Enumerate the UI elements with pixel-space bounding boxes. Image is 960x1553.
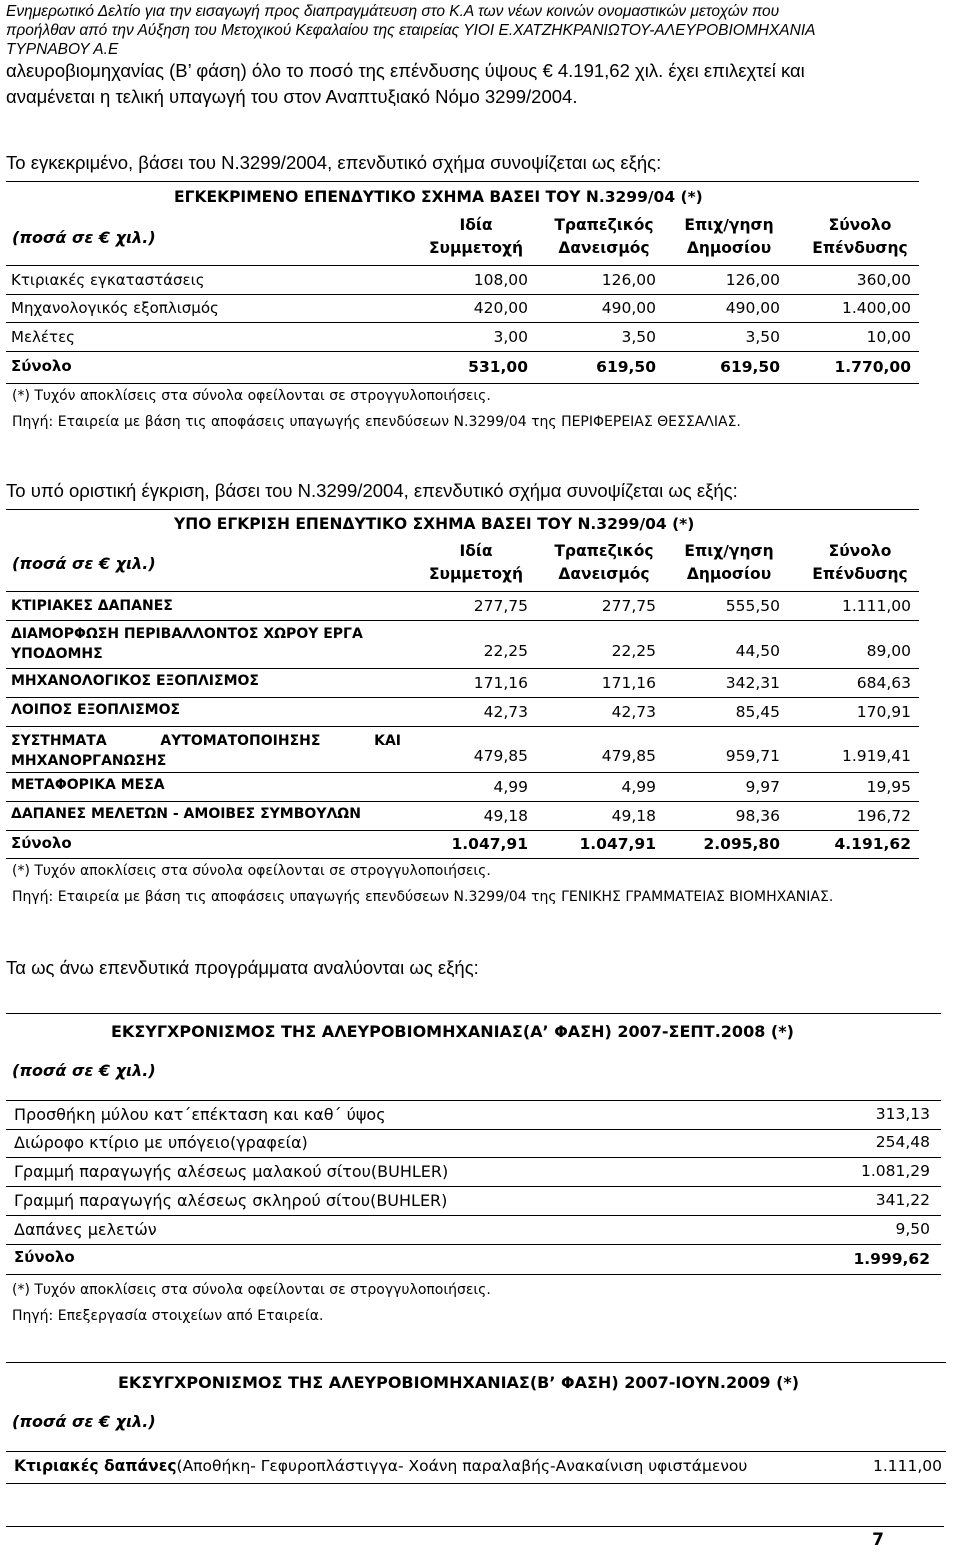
table-row: Γραμμή παραγωγής αλέσεως σκληρού σίτου(BUHLER) 341,22 xyxy=(6,1187,941,1216)
unit-label: (ποσά σε € χιλ.) xyxy=(12,1061,156,1080)
table-total-row: Σύνολο 1.047,91 1.047,91 2.095,80 4.191,62 xyxy=(11,834,911,853)
table-title: ΕΚΣΥΓΧΡΟΝΙΣΜΟΣ ΤΗΣ ΑΛΕΥΡΟΒΙΟΜΗΧΑΝΙΑΣ(Β’ ΦΑΣΗ) 2007-ΙΟΥΝ.2009 (*) xyxy=(118,1373,800,1392)
table-row: Δαπάνες μελετών 9,50 xyxy=(6,1216,941,1245)
header-line-3: ΤΥΡΝΑΒΟΥ Α.Ε xyxy=(6,41,119,58)
phase-b-table xyxy=(6,1362,946,1484)
table-row: Μελέτες 3,00 3,50 3,50 10,00 xyxy=(6,323,919,352)
col-header-grant: Επιχ/γηση Δημοσίου xyxy=(684,216,774,257)
table-row: Κτιριακές δαπάνες(Αποθήκη- Γεφυροπλάστιγγα- Χοάνη παραλαβής-Ανακαίνιση υφιστάμενου 1.111,00 xyxy=(6,1451,946,1482)
intro-line-1: αλευροβιομηχανίας (Β’ φάση) όλο το ποσό της επένδυσης ύψους € 4.191,62 χιλ. έχει επιλεχτεί και xyxy=(6,60,805,81)
table2-note: (*) Τυχόν αποκλίσεις στα σύνολα οφείλονται σε στρογγυλοποιήσεις. xyxy=(12,863,491,879)
table-row: ΔΙΑΜΟΡΦΩΣΗ ΠΕΡΙΒΑΛΛΟΝΤΟΣ ΧΩΡΟΥ ΕΡΓΑ ΥΠΟΔΟΜΗΣ 22,25 22,25 44,50 89,00 xyxy=(6,620,919,669)
table3-source: Πηγή: Επεξεργασία στοιχείων από Εταιρεία. xyxy=(12,1308,324,1324)
table1-source: Πηγή: Εταιρεία με βάση τις αποφάσεις υπαγωγής επενδύσεων Ν.3299/04 της ΠΕΡΙΦΕΡΕΙΑΣ ΘΕΣΣΑΛΙΑΣ. xyxy=(12,414,741,430)
pending-scheme-table xyxy=(6,509,919,859)
table-total-row: Σύνολο 531,00 619,50 619,50 1.770,00 xyxy=(11,357,911,376)
table-row: ΣΥΣΤΗΜΑΤΑ ΑΥΤΟΜΑΤΟΠΟΙΗΣΗΣ ΚΑΙ ΜΗΧΑΝΟΡΓΑΝΩΣΗΣ 479,85 479,85 959,71 1.919,41 xyxy=(6,727,919,773)
unit-label: (ποσά σε € χιλ.) xyxy=(12,554,156,573)
table-row: ΚΤΙΡΙΑΚΕΣ ΔΑΠΑΝΕΣ 277,75 277,75 555,50 1.111,00 xyxy=(6,591,919,621)
intro-paragraph xyxy=(6,58,946,110)
approved-scheme-table xyxy=(6,181,919,384)
col-header-bank: Τραπεζικός Δανεισμός xyxy=(554,216,654,257)
col-header-total: Σύνολο Επένδυσης xyxy=(812,542,908,583)
table-row: Διώροφο κτίριο με υπόγειο(γραφεία) 254,48 xyxy=(6,1129,941,1158)
table-title: ΥΠΟ ΕΓΚΡΙΣΗ ΕΠΕΝΔΥΤΙΚΟ ΣΧΗΜΑ ΒΑΣΕΙ ΤΟΥ Ν.3299/04 (*) xyxy=(174,515,695,533)
pending-intro: Το υπό οριστική έγκριση, βάσει του Ν.3299/2004, επενδυτικό σχήμα συνοψίζεται ως εξής: xyxy=(6,480,738,501)
table-row: Μηχανολογικός εξοπλισμός 420,00 490,00 490,00 1.400,00 xyxy=(6,294,919,323)
row-label-rest: (Αποθήκη- Γεφυροπλάστιγγα- Χοάνη παραλαβής-Ανακαίνιση υφιστάμενου xyxy=(176,1457,748,1475)
table3-note: (*) Τυχόν αποκλίσεις στα σύνολα οφείλονται σε στρογγυλοποιήσεις. xyxy=(12,1282,491,1298)
col-header-own: Ιδία Συμμετοχή xyxy=(428,216,524,257)
table-row: Κτιριακές εγκαταστάσεις 108,00 126,00 126,00 360,00 xyxy=(6,265,919,295)
table1-note: (*) Τυχόν αποκλίσεις στα σύνολα οφείλονται σε στρογγυλοποιήσεις. xyxy=(12,388,491,404)
table-total-row: Σύνολο 1.999,62 xyxy=(14,1248,930,1268)
table-row: Γραμμή παραγωγής αλέσεως μαλακού σίτου(BUHLER) 1.081,29 xyxy=(6,1158,941,1187)
col-header-bank: Τραπεζικός Δανεισμός xyxy=(554,542,654,583)
col-header-grant: Επιχ/γηση Δημοσίου xyxy=(684,542,774,583)
intro-line-2: αναμένεται η τελική υπαγωγή του στον Αναπτυξιακό Νόμο 3299/2004. xyxy=(6,86,578,107)
row-label-bold: Κτιριακές δαπάνες xyxy=(14,1457,177,1475)
header-line-2: προήλθαν από την Αύξηση του Μετοχικού Κεφαλαίου της εταιρείας ΥΙΟΙ Ε.ΧΑΤΖΗΚΡΑΝΙΩΤΟΥ-ΑΛΕΥΡΟΒΙΟΜΗΧΑΝΙΑ xyxy=(6,22,816,39)
table-row: ΜΕΤΑΦΟΡΙΚΑ ΜΕΣΑ 4,99 4,99 9,97 19,95 xyxy=(6,773,919,802)
document-header xyxy=(6,2,946,59)
col-header-total: Σύνολο Επένδυσης xyxy=(812,216,908,257)
approved-intro: Το εγκεκριμένο, βάσει του Ν.3299/2004, επενδυτικό σχήμα συνοψίζεται ως εξής: xyxy=(6,152,662,173)
table-row: ΛΟΙΠΟΣ ΕΞΟΠΛΙΣΜΟΣ 42,73 42,73 85,45 170,91 xyxy=(6,698,919,727)
table-row: ΔΑΠΑΝΕΣ ΜΕΛΕΤΩΝ - ΑΜΟΙΒΕΣ ΣΥΜΒΟΥΛΩΝ 49,18 49,18 98,36 196,72 xyxy=(6,802,919,831)
unit-label: (ποσά σε € χιλ.) xyxy=(12,228,156,247)
phase-a-table xyxy=(6,1013,941,1275)
table-row: Προσθήκη μύλου κατ΄επέκταση και καθ΄ ύψος 313,13 xyxy=(6,1100,941,1130)
table2-source: Πηγή: Εταιρεία με βάση τις αποφάσεις υπαγωγής επενδύσεων Ν.3299/04 της ΓΕΝΙΚΗΣ ΓΡΑΜΜΑΤΕΙΑΣ ΒΙΟΜΗΧΑΝΙΑΣ. xyxy=(12,889,834,905)
table-row: ΜΗΧΑΝΟΛΟΓΙΚΟΣ ΕΞΟΠΛΙΣΜΟΣ 171,16 171,16 342,31 684,63 xyxy=(6,669,919,698)
footer-divider xyxy=(6,1526,944,1527)
table-title: ΕΓΚΕΚΡΙΜΕΝΟ ΕΠΕΝΔΥΤΙΚΟ ΣΧΗΜΑ ΒΑΣΕΙ ΤΟΥ Ν.3299/04 (*) xyxy=(174,188,703,206)
page-number: 7 xyxy=(872,1530,884,1550)
unit-label: (ποσά σε € χιλ.) xyxy=(12,1412,156,1431)
header-line-1: Ενημερωτικό Δελτίο για την εισαγωγή προς διαπραγμάτευση στο Κ.Α των νέων κοινών ονομαστικών μετοχών που xyxy=(6,3,780,20)
table-title: ΕΚΣΥΓΧΡΟΝΙΣΜΟΣ ΤΗΣ ΑΛΕΥΡΟΒΙΟΜΗΧΑΝΙΑΣ(Α’ ΦΑΣΗ) 2007-ΣΕΠΤ.2008 (*) xyxy=(111,1022,794,1041)
col-header-own: Ιδία Συμμετοχή xyxy=(428,542,524,583)
analysis-intro: Τα ως άνω επενδυτικά προγράμματα αναλύονται ως εξής: xyxy=(6,957,479,978)
